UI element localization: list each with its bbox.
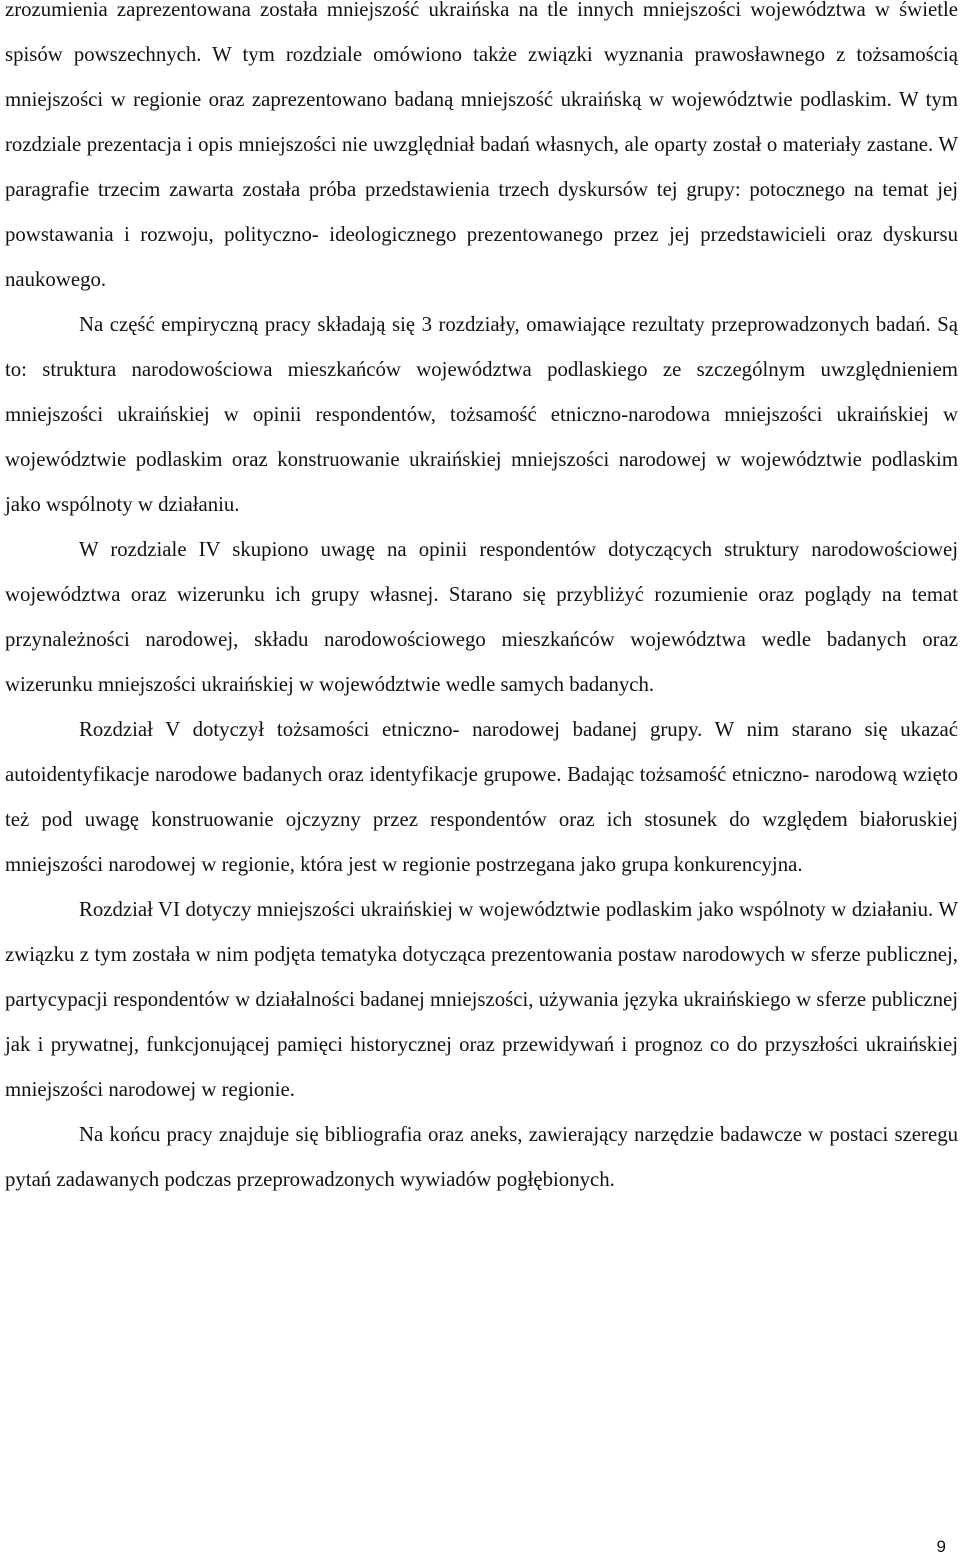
paragraph-chapter-v: Rozdział V dotyczył tożsamości etniczno- narodowej badanej grupy. W nim starano się ukazać autoidentyfikacje narodowe badanych oraz identyfikacje grupowe. Badając tożsamość etniczno- narodową wzięto też pod uwagę konstruowanie ojczyzny przez respondentów oraz ich stosunek do względem białoruskiej mniejszości narodowej w regionie, która jest w regionie postrzegana jako grupa konkurencyjna. bbox=[5, 718, 958, 876]
paragraph-continuation: zrozumienia zaprezentowana została mniejszość ukraińska na tle innych mniejszości województwa w świetle spisów powszechnych. W tym rozdziale omówiono także związki wyznania prawosławnego z tożsamością mniejszości w regionie oraz zaprezentowano badaną mniejszość ukraińską w województwie podlaskim. W tym rozdziale prezentacja i opis mniejszości nie uwzględniał badań własnych, ale oparty został o materiały zastane. W paragrafie trzecim zawarta została próba przedstawienia trzech dyskursów tej grupy: potocznego na temat jej powstawania i rozwoju, polityczno- ideologicznego prezentowanego przez jej przedstawicieli oraz dyskursu naukowego. bbox=[5, 0, 958, 291]
paragraph-bibliography: Na końcu pracy znajduje się bibliografia oraz aneks, zawierający narzędzie badawcze w postaci szeregu pytań zadawanych podczas przeprowadzonych wywiadów pogłębionych. bbox=[5, 1123, 958, 1191]
paragraph-empirical-part: Na część empiryczną pracy składają się 3 rozdziały, omawiające rezultaty przeprowadzonych badań. Są to: struktura narodowościowa mieszkańców województwa podlaskiego ze szczególnym uwzględnieniem mniejszości ukraińskiej w opinii respondentów, tożsamość etniczno-narodowa mniejszości ukraińskiej w województwie podlaskim oraz konstruowanie ukraińskiej mniejszości narodowej w województwie podlaskim jako wspólnoty w działaniu. bbox=[5, 313, 958, 516]
document-page bbox=[5, 0, 958, 1202]
page-number: 9 bbox=[936, 1537, 946, 1556]
paragraph-chapter-iv: W rozdziale IV skupiono uwagę na opinii respondentów dotyczących struktury narodowościowej województwa oraz wizerunku ich grupy własnej. Starano się przybliżyć rozumienie oraz poglądy na temat przynależności narodowej, składu narodowościowego mieszkańców województwa wedle badanych oraz wizerunku mniejszości ukraińskiej w województwie wedle samych badanych. bbox=[5, 538, 958, 696]
paragraph-chapter-vi: Rozdział VI dotyczy mniejszości ukraińskiej w województwie podlaskim jako wspólnoty w działaniu. W związku z tym została w nim podjęta tematyka dotycząca prezentowania postaw narodowych w sferze publicznej, partycypacji respondentów w działalności badanej mniejszości, używania języka ukraińskiego w sferze publicznej jak i prywatnej, funkcjonującej pamięci historycznej oraz przewidywań i prognoz co do przyszłości ukraińskiej mniejszości narodowej w regionie. bbox=[5, 898, 958, 1101]
